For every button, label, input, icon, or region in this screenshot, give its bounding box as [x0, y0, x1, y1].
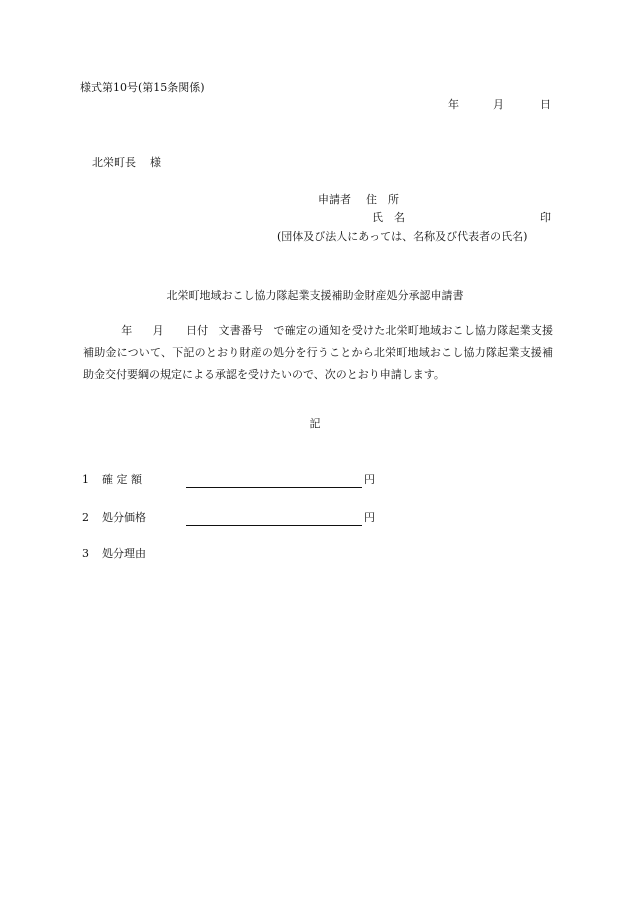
item-confirmed-amount [82, 473, 375, 486]
ki-heading: 記 [309, 417, 321, 430]
item-unit: 円 [364, 473, 375, 486]
item-number: 2 [82, 511, 89, 524]
date-year-label: 年 [448, 98, 459, 111]
price-blank-line [186, 512, 362, 526]
addressee [92, 157, 161, 168]
applicant-note: (団体及び法人にあっては、名称及び代表者の氏名) [277, 230, 528, 243]
item-disposal-reason [82, 548, 146, 559]
item-label: 確 定 額 [102, 473, 142, 486]
item-disposal-price [82, 511, 375, 524]
body-paragraph [83, 320, 553, 386]
item-number: 3 [82, 547, 89, 560]
addressee-name: 北栄町長 [92, 156, 136, 169]
amount-blank-line [186, 474, 362, 488]
body-text: で確定の通知を受けた北栄町地域おこし協力隊起業支援補助金について、下記のとおり財産の処分を行うことから北栄町地域おこし協力隊起業支援補助金交付要綱の規定による承認を受けたいので、次のとおり申請します。 [83, 324, 554, 381]
body-doc-number-label: 文書番号 [218, 324, 264, 337]
address-label: 住 所 [366, 193, 399, 206]
document-title: 北栄町地域おこし協力隊起業支援補助金財産処分承認申請書 [166, 289, 464, 302]
item-number: 1 [82, 473, 89, 486]
form-number: 様式第10号(第15条関係) [80, 81, 205, 94]
date-day-label: 日 [540, 98, 551, 111]
item-label: 処分価格 [102, 511, 146, 524]
item-label: 処分理由 [102, 547, 146, 560]
body-year-label: 年 [121, 324, 133, 337]
item-unit: 円 [364, 511, 375, 524]
date-month-label: 月 [493, 98, 504, 111]
applicant-label: 申請者 [318, 193, 351, 206]
body-month-label: 月 [152, 324, 164, 337]
addressee-honorific: 様 [150, 156, 161, 169]
seal-mark: 印 [540, 211, 551, 224]
name-label: 氏 名 [372, 211, 405, 224]
date-line [440, 99, 550, 113]
body-day-label: 日付 [185, 324, 209, 337]
